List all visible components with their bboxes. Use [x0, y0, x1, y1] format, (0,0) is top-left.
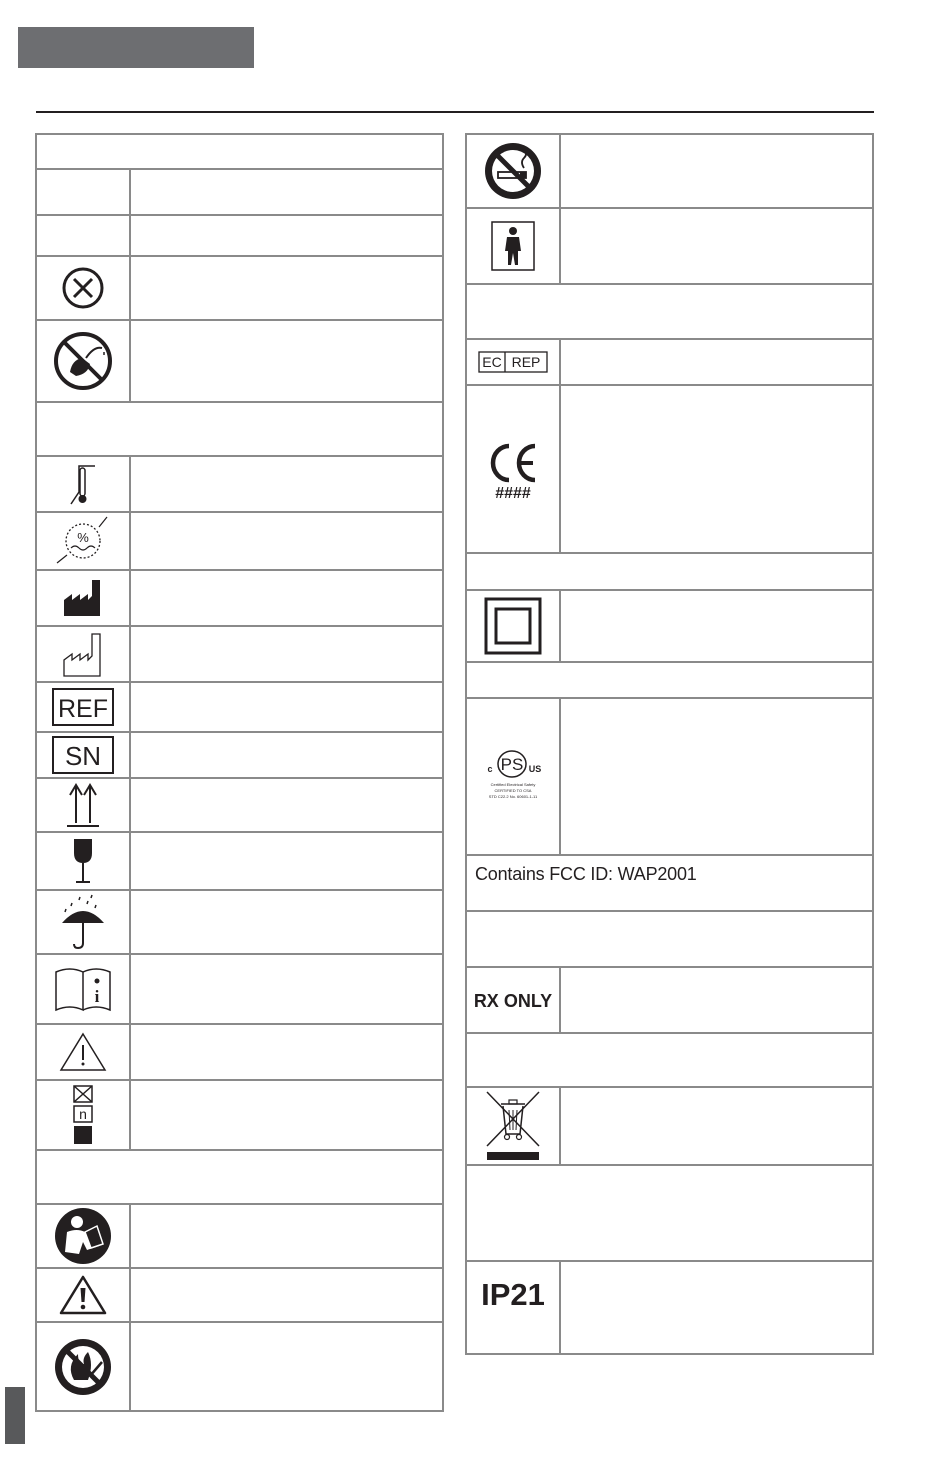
table-row — [467, 966, 872, 1032]
table-section-row — [467, 1032, 872, 1086]
table-row — [37, 953, 442, 1023]
rx-only-icon — [469, 988, 557, 1012]
table-row — [37, 1267, 442, 1321]
date-of-manufacture-icon — [62, 630, 104, 678]
table-row — [37, 681, 442, 731]
table-section-row — [467, 283, 872, 338]
table-section-row — [467, 1164, 872, 1260]
rx-only-label: RX ONLY — [473, 991, 553, 1011]
ip21-label: IP21 — [481, 1278, 545, 1310]
ce-notified-body-number: #### — [495, 485, 531, 500]
table-row — [467, 207, 872, 283]
table-row — [37, 319, 442, 401]
ce-mark-icon — [483, 438, 543, 500]
stack-n-label: n — [79, 1106, 87, 1122]
symbols-table-left — [35, 133, 444, 1412]
no-open-flame-icon — [52, 1336, 114, 1398]
table-row — [37, 1203, 442, 1267]
humidity-limit-icon — [53, 515, 113, 567]
table-row — [37, 214, 442, 255]
rep-label: REP — [511, 354, 541, 370]
table-row — [37, 569, 442, 625]
read-manual-icon — [53, 1206, 113, 1266]
caution-icon — [58, 1031, 108, 1073]
catalogue-number-icon — [51, 687, 115, 727]
fcc-row — [467, 854, 872, 910]
class-ii-equipment-icon — [484, 597, 542, 655]
table-row — [37, 889, 442, 953]
no-cleaning-icon — [52, 330, 114, 392]
table-row — [467, 1086, 872, 1164]
table-row — [37, 1321, 442, 1410]
table-row — [37, 511, 442, 569]
manufacturer-icon — [62, 578, 104, 618]
table-heading-row — [37, 135, 442, 168]
fragile-icon — [68, 835, 98, 887]
cps-fine-line-3: STD C22.2 No. 60601-1-11 — [488, 793, 538, 799]
table-row — [37, 1023, 442, 1079]
serial-number-icon — [51, 735, 115, 775]
temperature-limit-icon — [65, 460, 101, 508]
stacking-limit-icon — [72, 1084, 94, 1146]
cps-fine-line-1: Certified Electrical Safety — [490, 781, 536, 787]
humidity-percent-label: % — [77, 530, 89, 545]
ec-label: EC — [482, 354, 502, 370]
table-section-row — [37, 1149, 442, 1203]
table-section-row — [467, 661, 872, 697]
table-row — [467, 338, 872, 384]
table-section-row — [467, 552, 872, 589]
table-row — [467, 135, 872, 207]
weee-disposal-icon — [483, 1090, 543, 1162]
table-row — [467, 589, 872, 661]
do-not-reuse-icon — [61, 266, 105, 310]
sn-label: SN — [64, 741, 102, 771]
page-side-tab — [5, 1387, 25, 1444]
table-section-row — [37, 401, 442, 455]
table-row — [467, 697, 872, 854]
keep-dry-icon — [58, 893, 108, 951]
symbols-table-right — [465, 133, 874, 1355]
table-section-row — [467, 910, 872, 966]
no-smoking-icon — [482, 140, 544, 202]
table-row — [37, 831, 442, 889]
warning-icon — [58, 1274, 108, 1316]
table-row — [467, 1260, 872, 1353]
chapter-tab — [18, 27, 254, 68]
table-row — [37, 731, 442, 777]
type-bf-applied-part-icon — [491, 221, 535, 271]
this-way-up-icon — [65, 781, 101, 829]
cps-ps-label: PS — [500, 754, 524, 774]
table-row — [37, 168, 442, 214]
header-rule — [36, 111, 874, 113]
info-label: i — [94, 987, 100, 1006]
table-row — [37, 1079, 442, 1149]
table-row — [37, 777, 442, 831]
table-row — [37, 255, 442, 319]
ip21-rating-icon — [469, 1278, 557, 1310]
cps-us-label: US — [528, 763, 542, 774]
cps-fine-line-2: CERTIFIED TO CSA — [494, 787, 532, 793]
cps-certification-icon — [481, 748, 545, 806]
consult-instructions-icon — [54, 966, 112, 1012]
ref-label: REF — [58, 695, 108, 723]
fcc-id-text: Contains FCC ID: WAP2001 — [475, 864, 697, 884]
table-row — [467, 384, 872, 552]
table-row — [37, 455, 442, 511]
cps-c-label: c — [487, 763, 493, 774]
table-row — [37, 625, 442, 681]
ec-rep-icon — [478, 351, 548, 373]
